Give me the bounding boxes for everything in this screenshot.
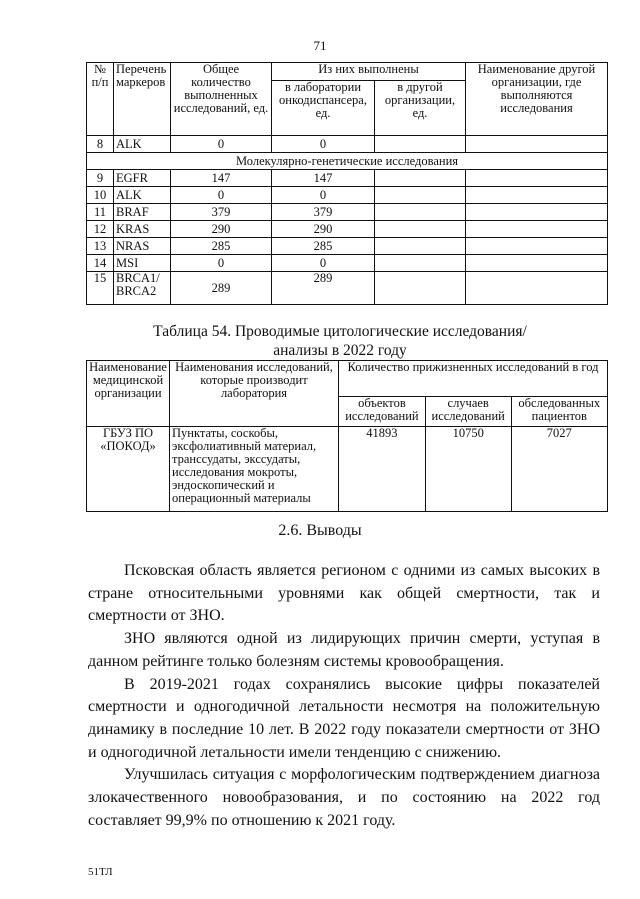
cell-num: 11 [87,204,114,221]
cell-total: 147 [171,170,272,187]
cell-studies: Пунктаты, соскобы, эксфолиативный материал, транссудаты, экссудаты, исследования мокроты, эндоскопический и операционный материалы [170,427,339,512]
cell-total: 0 [171,136,272,153]
cell-other [375,170,466,187]
cell-lab: 285 [272,238,375,255]
footer-code: 51ТЛ [88,866,113,878]
cell-num: 12 [87,221,114,238]
cell-org [466,136,608,153]
markers-table [86,62,608,305]
cell-org [466,272,608,305]
section-row [87,153,608,170]
cell-other [375,238,466,255]
page-number: 71 [313,38,327,53]
cell-lab: 0 [272,187,375,204]
header-other-org-name: Наименование другой организации, где выполняются исследования [466,63,608,136]
table-row [87,272,608,305]
cell-total: 289 [171,272,272,305]
cell-org [466,255,608,272]
caption-line-1: Таблица 54. Проводимые цитологические исследования/ [153,323,527,340]
table-row [87,170,608,187]
header-total: Общее количество выполненных исследований, ед. [171,63,272,136]
cell-objects: 41893 [339,427,426,512]
table-row [87,204,608,221]
header-patients: обследованных пациентов [511,397,607,427]
cell-marker: BRAF [114,204,171,221]
cell-other [375,136,466,153]
paragraph: ЗНО являются одной из лидирующих причин смерти, уступая в данном рейтинге только болезням системы кровообращения. [88,630,600,670]
header-num: № п/п [87,63,114,136]
cell-patients: 7027 [511,427,607,512]
cell-marker: ALK [114,136,171,153]
table-row [87,255,608,272]
cell-lab: 289 [272,272,375,305]
cell-marker: EGFR [114,170,171,187]
cell-other [375,272,466,305]
cell-org: ГБУЗ ПО «ПОКОД» [87,427,170,512]
table-row [87,427,608,512]
cell-other [375,255,466,272]
cell-lab: 147 [272,170,375,187]
cell-lab: 0 [272,136,375,153]
table-row [87,187,608,204]
cell-org [466,170,608,187]
cell-total: 0 [171,255,272,272]
paragraph: В 2019-2021 годах сохранялись высокие цифры показателей смертности и одногодичной летальности несмотря на положительную динамику в последние 10 лет. В 2022 году показатели смертности от ЗНО и одногодичной летальности имели тенденцию с снижению. [88,675,600,761]
cell-lab: 0 [272,255,375,272]
cell-marker: NRAS [114,238,171,255]
header-org-name: Наименование медицинской организации [87,361,170,427]
cell-org [466,238,608,255]
header-count: Количество прижизненных исследований в год [339,361,608,397]
section-label: Молекулярно-генетические исследования [87,153,608,170]
cell-org [466,221,608,238]
cell-cases: 10750 [425,427,511,512]
cell-marker: MSI [114,255,171,272]
header-in-lab: в лаборатории онкодиспансера, ед. [272,81,375,136]
table-row [87,238,608,255]
conclusions-text [88,560,600,832]
cell-other [375,221,466,238]
cell-num: 9 [87,170,114,187]
cell-marker: BRCA1/ BRCA2 [114,272,171,305]
cell-org [466,187,608,204]
section-title: 2.6. Выводы [278,522,362,539]
cell-total: 290 [171,221,272,238]
paragraph: Улучшилась ситуация с морфологическим подтверждением диагноза злокачественного новообразования, и по состоянию на 2022 год составляет 99,9% по отношению к 2021 году. [88,766,600,829]
table-row [87,136,608,153]
cell-total: 0 [171,187,272,204]
header-markers: Перечень маркеров [114,63,171,136]
table-caption [80,322,600,360]
cell-lab: 290 [272,221,375,238]
cell-total: 285 [171,238,272,255]
header-performed: Из них выполнены [272,63,466,81]
paragraph: Псковская область является регионом с одними из самых высоких в стране относительными уровнями как общей смертности, так и смертности от ЗНО. [88,562,600,625]
cell-other [375,187,466,204]
cell-num: 10 [87,187,114,204]
header-cases: случаев исследований [425,397,511,427]
cell-marker: ALK [114,187,171,204]
cell-marker: KRAS [114,221,171,238]
table-row [87,221,608,238]
header-study-names: Наименования исследований, которые производит лаборатория [170,361,339,427]
cell-num: 13 [87,238,114,255]
cell-other [375,204,466,221]
header-other-org: в другой организации, ед. [375,81,466,136]
caption-line-2: анализы в 2022 году [273,342,407,359]
cell-num: 15 [87,272,114,305]
cell-num: 8 [87,136,114,153]
cell-org [466,204,608,221]
cell-lab: 379 [272,204,375,221]
cytology-table [86,360,608,512]
cell-total: 379 [171,204,272,221]
header-objects: объектов исследований [339,397,426,427]
cell-num: 14 [87,255,114,272]
